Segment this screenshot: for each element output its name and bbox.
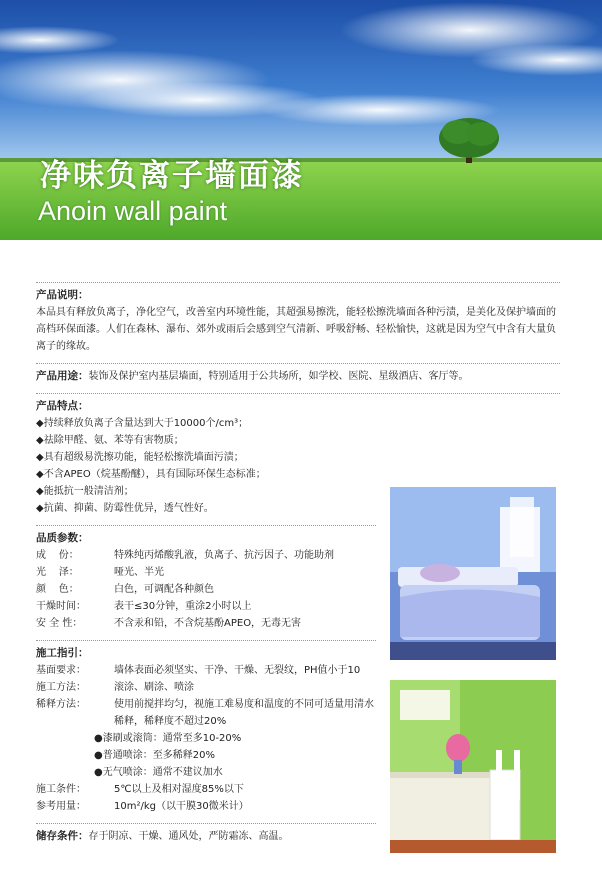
- quality-row: [36, 547, 376, 564]
- param-value: 滚涂、刷涂、喷涂: [114, 682, 194, 693]
- construction-row: [36, 781, 376, 798]
- section-features: [36, 393, 560, 517]
- param-key: 稀释方法：: [36, 699, 86, 710]
- storage-text: 存于阴凉、干燥、通风处，严防霜冻、高温。: [88, 831, 289, 842]
- param-value: 特殊纯丙烯酸乳液，负离子、抗污因子、功能助剂: [114, 550, 334, 561]
- quality-row: [36, 581, 376, 598]
- quality-row: [36, 615, 376, 632]
- construction-row: [36, 696, 376, 730]
- feature-item: ◆不含APEO（烷基酚醚），具有国际环保生态标准；: [36, 469, 266, 480]
- param-key: 成 份：: [36, 550, 79, 561]
- param-value: 使用前搅拌均匀，视施工难易度和温度的不同可适量用清水稀释，稀释度不超过20%: [114, 699, 374, 727]
- dilution-item: ●无气喷涂：通常不建议加水: [94, 767, 223, 778]
- param-key: 颜 色：: [36, 584, 79, 595]
- section-quality: [36, 525, 376, 632]
- feature-item: ◆持续释放负离子含量达到大于10000个/cm³；: [36, 418, 249, 429]
- construction-row: [36, 798, 376, 815]
- param-value: 10m²/kg（以干膜30微米计）: [114, 801, 249, 812]
- param-key: 光 泽：: [36, 567, 79, 578]
- usage-title: 产品用途：: [36, 370, 89, 382]
- hero-banner: [0, 0, 602, 240]
- param-value: 不含汞和铅，不含烷基酚APEO，无毒无害: [114, 618, 302, 629]
- product-content: [36, 282, 560, 853]
- construction-title: 施工指引：: [36, 647, 89, 659]
- param-key: 安 全 性：: [36, 618, 83, 629]
- product-title-cn: 净味负离子墙面漆: [40, 158, 304, 194]
- quality-row: [36, 564, 376, 581]
- param-key: 基面要求：: [36, 665, 86, 676]
- construction-row: [36, 679, 376, 696]
- quality-row: [36, 598, 376, 615]
- features-title: 产品特点：: [36, 400, 89, 412]
- param-value: 哑光、半光: [114, 567, 164, 578]
- dilution-item: ●漆刷或滚筒：通常至多10-20%: [94, 733, 242, 744]
- feature-item: ◆抗菌、抑菌、防霉性优异，透气性好。: [36, 503, 214, 514]
- quality-title: 品质参数：: [36, 532, 89, 544]
- storage-title: 储存条件：: [36, 830, 89, 842]
- feature-item: ◆具有超级易洗擦功能，能轻松擦洗墙面污渍；: [36, 452, 244, 463]
- param-value: 墙体表面必须坚实、干净、干燥、无裂纹，PH值小于10: [114, 665, 361, 676]
- param-value: 5℃以上及相对湿度85%以下: [114, 784, 244, 795]
- param-value: 白色，可调配各种颜色: [114, 584, 214, 595]
- feature-item: ◆祛除甲醛、氨、苯等有害物质；: [36, 435, 184, 446]
- description-title: 产品说明：: [36, 289, 89, 301]
- usage-text: 装饰及保护室内基层墙面，特别适用于公共场所，如学校、医院、星级酒店、客厅等。: [88, 371, 469, 382]
- description-text: 本品具有释放负离子，净化空气，改善室内环境性能，其超强易擦洗，能轻松擦洗墙面各种污渍，是美化及保护墙面的高档环保面漆。人们在森林、瀑布、郊外或雨后会感到空气清新、呼吸舒畅、轻松愉快，这就是因为空气中含有大量负离子的缘故。: [36, 307, 556, 352]
- param-value: 表干≤30分钟，重涂2小时以上: [114, 601, 252, 612]
- param-key: 参考用量：: [36, 801, 86, 812]
- construction-row: [36, 662, 376, 679]
- section-storage: [36, 823, 376, 845]
- param-key: 施工条件：: [36, 784, 86, 795]
- product-title-en: Anoin wall paint: [38, 196, 228, 226]
- section-construction: [36, 640, 376, 815]
- param-key: 干燥时间：: [36, 601, 86, 612]
- param-key: 施工方法：: [36, 682, 86, 693]
- section-usage: [36, 363, 560, 385]
- dilution-item: ●普通喷涂：至多稀释20%: [94, 750, 215, 761]
- section-description: [36, 282, 560, 355]
- feature-item: ◆能抵抗一般清洁剂；: [36, 486, 134, 497]
